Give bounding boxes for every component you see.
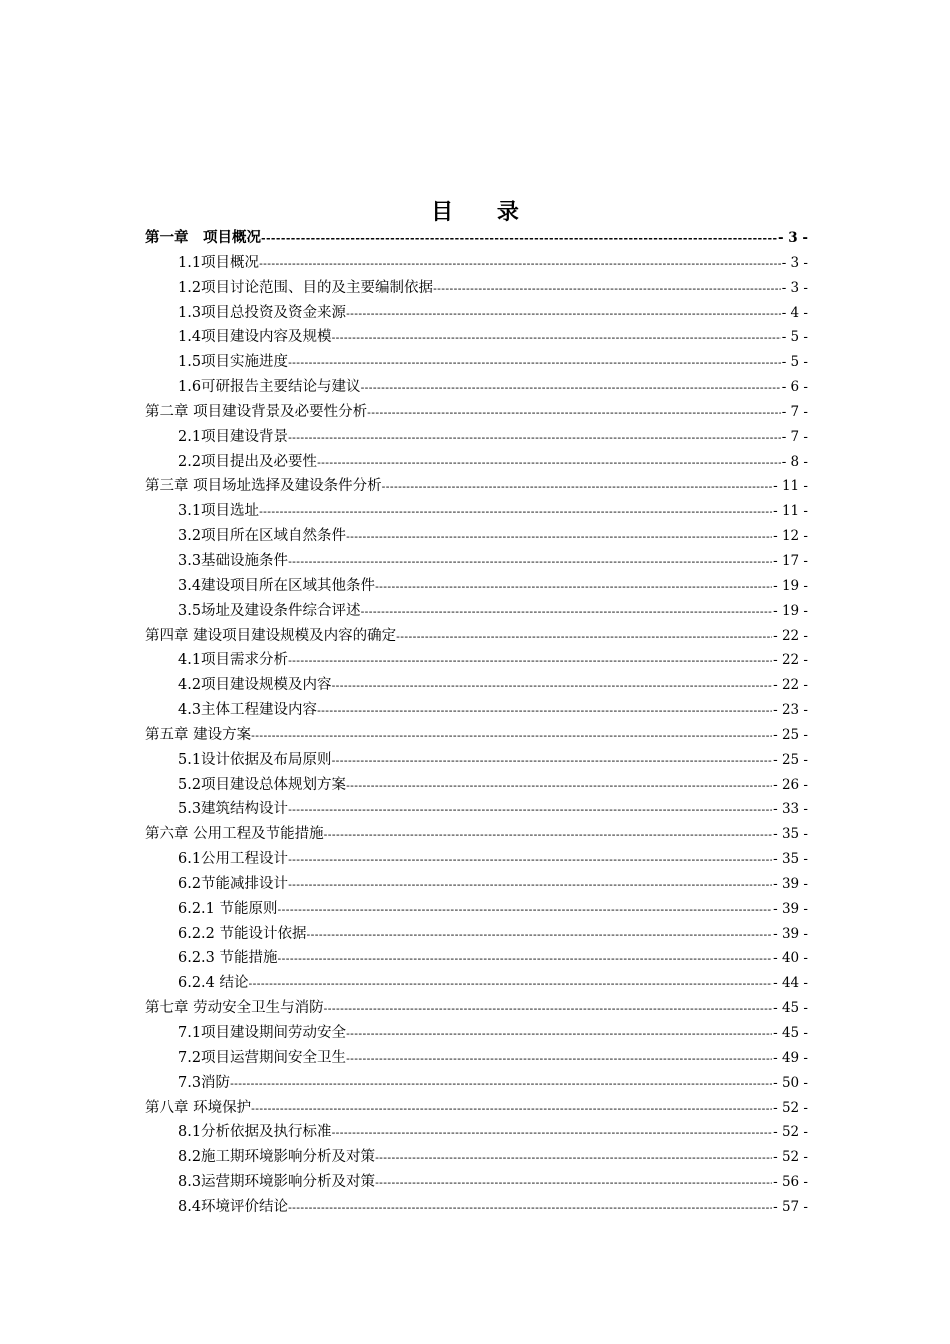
toc-dot-leader xyxy=(324,997,773,1021)
toc-entry-label: 5.1设计依据及布局原则 xyxy=(178,751,332,768)
toc-section-entry[interactable] xyxy=(145,276,808,301)
toc-dot-leader xyxy=(261,227,777,251)
toc-page-number: - 17 - xyxy=(773,552,808,569)
toc-page-number: - 11 - xyxy=(773,503,808,520)
toc-entry-label: 第六章 公用工程及节能措施 xyxy=(145,826,324,843)
toc-entry-label: 第一章 项目概况 xyxy=(145,229,261,246)
toc-entry-label: 8.1分析依据及执行标准 xyxy=(178,1124,332,1141)
toc-entry-label: 3.5场址及建设条件综合评述 xyxy=(178,602,361,619)
toc-chapter-entry[interactable] xyxy=(145,226,808,251)
toc-dot-leader xyxy=(367,401,781,425)
toc-page-number: - 33 - xyxy=(773,801,808,818)
toc-page-number: - 50 - xyxy=(773,1074,808,1091)
toc-dot-leader xyxy=(324,823,773,847)
toc-entry-label: 1.4项目建设内容及规模 xyxy=(178,329,332,346)
toc-dot-leader xyxy=(278,947,773,971)
toc-page-number: - 26 - xyxy=(773,776,808,793)
toc-entry-label: 第三章 项目场址选择及建设条件分析 xyxy=(145,478,382,495)
toc-section-entry[interactable] xyxy=(145,425,808,450)
toc-page-number: - 35 - xyxy=(773,851,808,868)
toc-entry-label: 3.3基础设施条件 xyxy=(178,552,289,569)
toc-page-number: - 52 - xyxy=(773,1124,808,1141)
toc-page-number: - 19 - xyxy=(773,577,808,594)
toc-page-number: - 22 - xyxy=(773,627,808,644)
toc-section-entry[interactable] xyxy=(145,375,808,400)
toc-dot-leader xyxy=(307,923,773,947)
toc-section-entry[interactable] xyxy=(145,251,808,276)
toc-entry-label: 1.2项目讨论范围、目的及主要编制依据 xyxy=(178,279,434,296)
toc-page-number: - 3 - xyxy=(778,230,808,246)
toc-page-number: - 5 - xyxy=(781,354,808,371)
table-of-contents xyxy=(145,226,808,1220)
toc-page-number: - 8 - xyxy=(781,453,808,470)
toc-page-number: - 12 - xyxy=(773,528,808,545)
toc-page-number: - 3 - xyxy=(781,279,808,296)
toc-entry-label: 1.6可研报告主要结论与建议 xyxy=(178,379,361,396)
toc-chapter-entry[interactable] xyxy=(145,400,808,425)
toc-page-number: - 45 - xyxy=(773,1025,808,1041)
toc-chapter-entry[interactable] xyxy=(145,996,808,1021)
toc-dot-leader xyxy=(288,426,781,450)
toc-section-entry[interactable] xyxy=(145,673,808,698)
toc-dot-leader xyxy=(346,1022,772,1046)
toc-section-entry[interactable] xyxy=(145,1145,808,1170)
toc-page-number: - 39 - xyxy=(773,875,808,892)
toc-page-number: - 22 - xyxy=(773,652,808,669)
toc-section-entry[interactable] xyxy=(145,499,808,524)
toc-chapter-entry[interactable] xyxy=(145,1096,808,1121)
toc-entry-label: 5.3建筑结构设计 xyxy=(178,801,289,818)
toc-dot-leader xyxy=(249,972,773,996)
toc-section-entry[interactable] xyxy=(145,897,808,922)
toc-dot-leader xyxy=(317,451,781,475)
toc-entry-label: 5.2项目建设总体规划方案 xyxy=(178,776,347,793)
toc-section-entry[interactable] xyxy=(145,350,808,375)
toc-dot-leader xyxy=(288,798,772,822)
toc-page-number: - 7 - xyxy=(781,428,808,445)
toc-section-entry[interactable] xyxy=(145,1170,808,1195)
toc-dot-leader xyxy=(332,326,781,350)
toc-section-entry[interactable] xyxy=(145,872,808,897)
toc-chapter-entry[interactable] xyxy=(145,624,808,649)
toc-dot-leader xyxy=(346,1047,772,1071)
toc-page-number: - 4 - xyxy=(781,304,808,321)
toc-section-entry[interactable] xyxy=(145,1195,808,1220)
toc-dot-leader xyxy=(259,500,772,524)
toc-section-entry[interactable] xyxy=(145,549,808,574)
toc-entry-label: 4.2项目建设规模及内容 xyxy=(178,677,332,694)
toc-section-entry[interactable] xyxy=(145,450,808,475)
toc-entry-label: 第五章 建设方案 xyxy=(145,726,252,743)
toc-section-entry[interactable] xyxy=(145,1046,808,1071)
toc-dot-leader xyxy=(396,625,772,649)
toc-page-number: - 52 - xyxy=(773,1149,808,1166)
toc-page-number: - 7 - xyxy=(781,403,808,420)
toc-entry-label: 8.3运营期环境影响分析及对策 xyxy=(178,1174,376,1191)
toc-dot-leader xyxy=(288,1196,772,1220)
toc-entry-label: 第二章 项目建设背景及必要性分析 xyxy=(145,403,368,420)
toc-section-entry[interactable] xyxy=(145,1071,808,1096)
toc-dot-leader xyxy=(251,724,772,748)
toc-section-entry[interactable] xyxy=(145,524,808,549)
toc-dot-leader xyxy=(332,674,773,698)
toc-entry-label: 3.1项目选址 xyxy=(178,503,260,520)
toc-dot-leader xyxy=(346,302,781,326)
toc-entry-label: 8.4环境评价结论 xyxy=(178,1198,289,1215)
toc-page-number: - 40 - xyxy=(773,950,808,967)
toc-dot-leader xyxy=(382,475,773,499)
toc-page-number: - 25 - xyxy=(773,726,808,743)
toc-dot-leader xyxy=(288,848,772,872)
toc-page-number: - 3 - xyxy=(781,254,808,271)
toc-section-entry[interactable] xyxy=(145,1120,808,1145)
toc-dot-leader xyxy=(375,575,772,599)
toc-entry-label: 7.1项目建设期间劳动安全 xyxy=(178,1025,347,1041)
toc-entry-label: 2.2项目提出及必要性 xyxy=(178,453,318,470)
toc-section-entry[interactable] xyxy=(145,773,808,798)
toc-page-number: - 6 - xyxy=(781,379,808,396)
toc-section-entry[interactable] xyxy=(145,648,808,673)
toc-dot-leader xyxy=(251,1097,772,1121)
toc-entry-label: 4.3主体工程建设内容 xyxy=(178,702,318,719)
toc-dot-leader xyxy=(433,277,781,301)
toc-section-entry[interactable] xyxy=(145,971,808,996)
toc-page-number: - 23 - xyxy=(773,702,808,719)
toc-page-number: - 19 - xyxy=(773,602,808,619)
toc-section-entry[interactable] xyxy=(145,301,808,326)
toc-dot-leader xyxy=(375,1171,772,1195)
toc-page-number: - 52 - xyxy=(773,1099,808,1116)
toc-section-entry[interactable] xyxy=(145,698,808,723)
toc-page-number: - 11 - xyxy=(773,478,808,495)
toc-dot-leader xyxy=(288,550,772,574)
toc-page-number: - 56 - xyxy=(773,1174,808,1191)
toc-page-number: - 22 - xyxy=(773,677,808,694)
toc-page-number: - 25 - xyxy=(773,751,808,768)
toc-dot-leader xyxy=(288,873,772,897)
toc-section-entry[interactable] xyxy=(145,748,808,773)
toc-page-number: - 35 - xyxy=(773,826,808,843)
toc-section-entry[interactable] xyxy=(145,325,808,350)
toc-entry-label: 6.2.4 结论 xyxy=(178,975,249,992)
toc-page-number: - 5 - xyxy=(781,329,808,346)
toc-dot-leader xyxy=(375,1146,772,1170)
toc-chapter-entry[interactable] xyxy=(145,474,808,499)
toc-page-number: - 57 - xyxy=(773,1198,808,1215)
toc-dot-leader xyxy=(332,749,773,773)
toc-section-entry[interactable] xyxy=(145,1021,808,1046)
toc-entry-label: 3.4建设项目所在区域其他条件 xyxy=(178,577,376,594)
toc-dot-leader xyxy=(346,525,772,549)
toc-section-entry[interactable] xyxy=(145,797,808,822)
toc-dot-leader xyxy=(230,1072,772,1096)
toc-entry-label: 第七章 劳动安全卫生与消防 xyxy=(145,1000,324,1017)
toc-dot-leader xyxy=(332,1121,773,1145)
toc-dot-leader xyxy=(361,600,773,624)
toc-entry-label: 4.1项目需求分析 xyxy=(178,652,289,669)
toc-page-number: - 44 - xyxy=(773,975,808,992)
toc-entry-label: 7.3消防 xyxy=(178,1074,231,1091)
toc-section-entry[interactable] xyxy=(145,847,808,872)
toc-page-number: - 39 - xyxy=(773,900,808,917)
toc-dot-leader xyxy=(288,649,772,673)
toc-page-number: - 39 - xyxy=(773,925,808,942)
toc-dot-leader xyxy=(259,252,781,276)
toc-entry-label: 1.3项目总投资及资金来源 xyxy=(178,304,347,321)
toc-entry-label: 6.2.1 节能原则 xyxy=(178,900,278,917)
toc-entry-label: 1.5项目实施进度 xyxy=(178,354,289,371)
toc-dot-leader xyxy=(361,376,781,400)
toc-chapter-entry[interactable] xyxy=(145,822,808,847)
toc-entry-label: 7.2项目运营期间安全卫生 xyxy=(178,1049,347,1066)
toc-entry-label: 2.1项目建设背景 xyxy=(178,428,289,445)
toc-entry-label: 6.2节能减排设计 xyxy=(178,875,289,892)
toc-entry-label: 第八章 环境保护 xyxy=(145,1099,252,1116)
toc-dot-leader xyxy=(346,774,772,798)
toc-page-number: - 49 - xyxy=(773,1049,808,1066)
toc-entry-label: 3.2项目所在区域自然条件 xyxy=(178,528,347,545)
toc-entry-label: 6.2.3 节能措施 xyxy=(178,950,278,967)
toc-entry-label: 6.2.2 节能设计依据 xyxy=(178,925,307,942)
toc-page-number: - 45 - xyxy=(773,1000,808,1017)
toc-section-entry[interactable] xyxy=(145,574,808,599)
toc-entry-label: 8.2施工期环境影响分析及对策 xyxy=(178,1149,376,1166)
toc-title: 目 录 xyxy=(431,199,537,225)
toc-entry-label: 第四章 建设项目建设规模及内容的确定 xyxy=(145,627,397,644)
toc-dot-leader xyxy=(317,699,772,723)
toc-section-entry[interactable] xyxy=(145,922,808,947)
toc-entry-label: 6.1公用工程设计 xyxy=(178,851,289,868)
toc-section-entry[interactable] xyxy=(145,599,808,624)
toc-dot-leader xyxy=(288,351,781,375)
toc-section-entry[interactable] xyxy=(145,946,808,971)
toc-chapter-entry[interactable] xyxy=(145,723,808,748)
toc-entry-label: 1.1项目概况 xyxy=(178,254,260,271)
toc-dot-leader xyxy=(278,898,773,922)
